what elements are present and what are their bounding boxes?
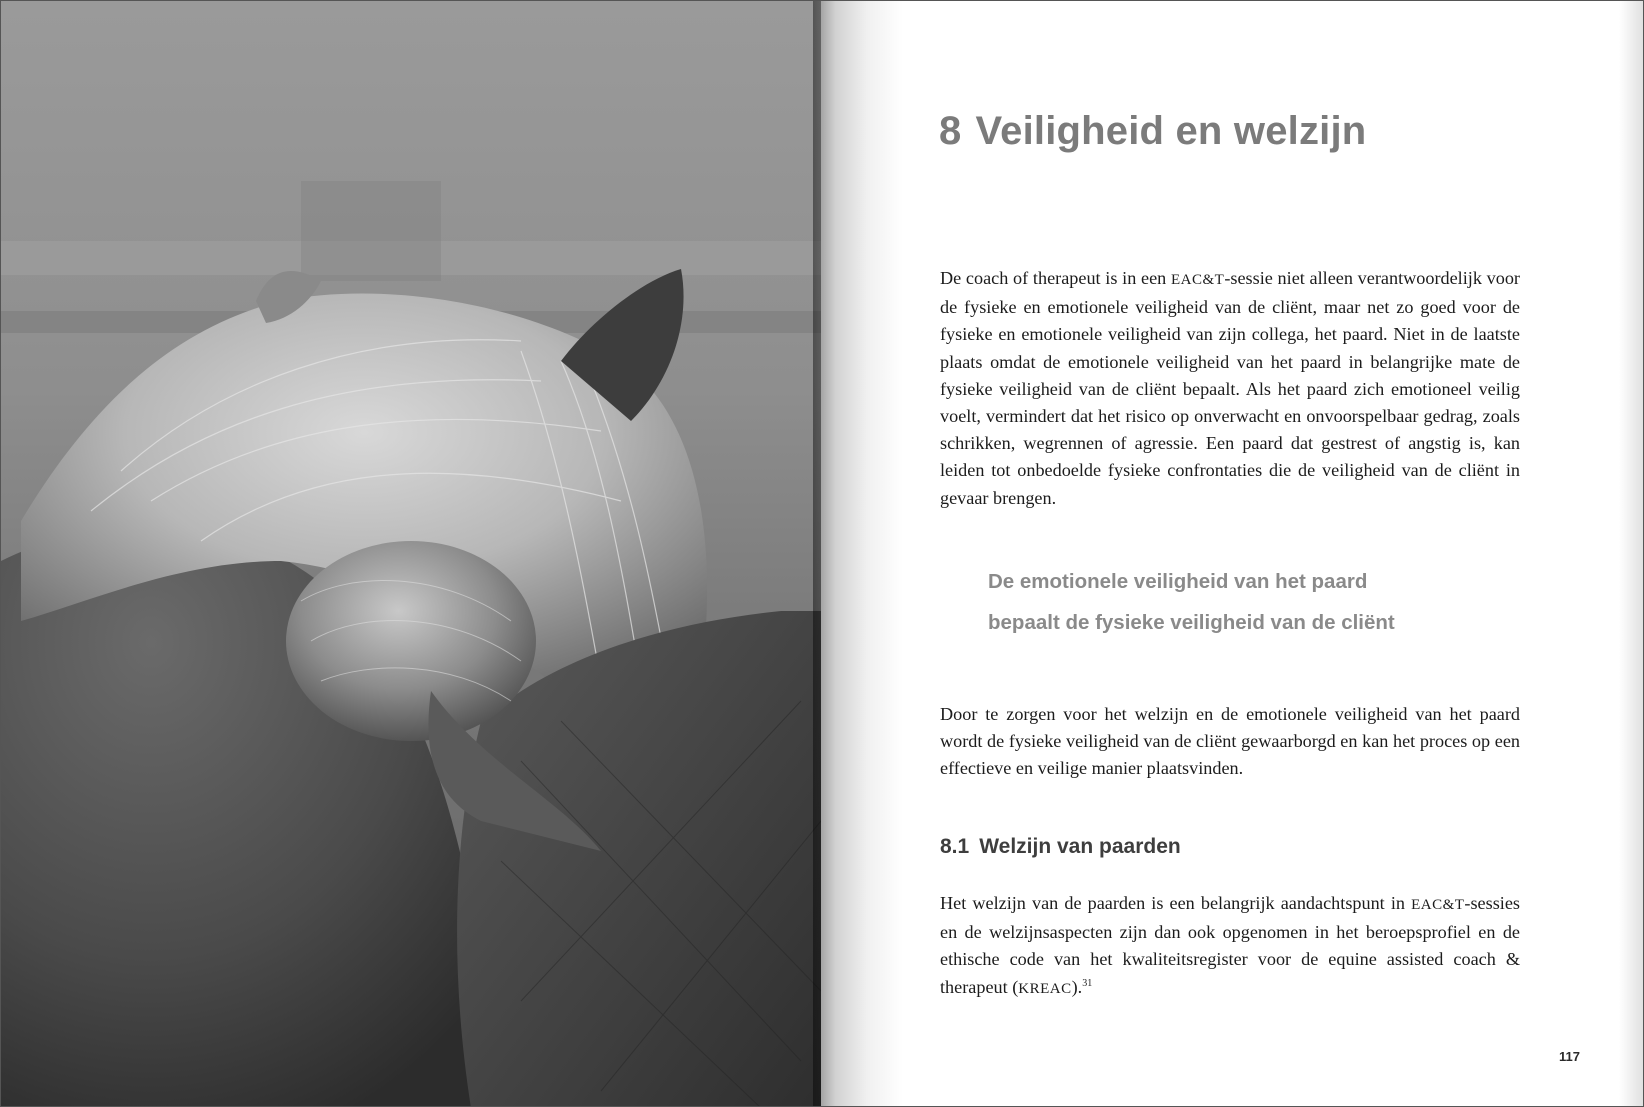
section-title: Welzijn van paarden: [979, 835, 1181, 858]
abbr-eact-2: EAC&T: [1411, 897, 1465, 913]
photo-page: [1, 1, 821, 1107]
paragraph-1-text-a: De coach of therapeut is in een: [940, 268, 1171, 288]
page-number: 117: [1559, 1049, 1580, 1064]
horse-photo: [1, 1, 821, 1107]
text-page: [821, 1, 1644, 1107]
paragraph-3-text-b: -sessies en de welzijnsaspecten zijn dan ook opgenomen in het beroepsprofiel en de ethische code van het kwaliteitsregister voor de equine assisted coach & therapeut (: [940, 893, 1520, 997]
chapter-title: [939, 109, 1366, 154]
section-heading: [940, 835, 1181, 859]
body-paragraph-3: [940, 890, 1520, 1003]
section-number: 8.1: [940, 835, 970, 858]
hair-bun: [286, 541, 536, 741]
paragraph-1-text-b: -sessie niet alleen verantwoordelijk voor de fysieke en emotionele veiligheid van de cliënt, maar net zo goed voor de fysieke en emotionele veiligheid van zijn collega, het paard. Niet in de laatste plaats omdat de emotionele veiligheid van het paard in belangrijke mate de fysieke veiligheid van de cliënt bepaalt. Als het paard zich emotioneel veilig voelt, vermindert dat het risico op onverwacht en onvoorspelbaar gedrag, zoals schrikken, wegrennen of agressie. Een paard dat gestrest of angstig is, kan leiden tot onbedoelde fysieke confrontaties die de veiligheid van de cliënt in gevaar brengen.: [940, 268, 1520, 508]
body-paragraph-1: [940, 265, 1520, 512]
pull-quote: [988, 561, 1395, 643]
pull-quote-line-2: bepaalt de fysieke veiligheid van de cliënt: [988, 611, 1395, 634]
paragraph-3-text-c: ).: [1071, 976, 1083, 997]
footnote-marker[interactable]: 31: [1082, 977, 1093, 989]
body-paragraph-2: Door te zorgen voor het welzijn en de emotionele veiligheid van het paard wordt de fysieke veiligheid van de cliënt gewaarborgd en kan het proces op een effectieve en veilige manier plaatsvinden.: [940, 704, 1520, 779]
paragraph-3-text-a: Het welzijn van de paarden is een belangrijk aandachtspunt in: [940, 893, 1412, 913]
abbr-kreac: KREAC: [1018, 980, 1072, 997]
abbr-eact: EAC&T: [1171, 272, 1225, 288]
chapter-title-text: Veiligheid en welzijn: [975, 109, 1367, 153]
chapter-number: 8: [939, 109, 962, 153]
pull-quote-line-1: De emotionele veiligheid van het paard: [988, 570, 1368, 593]
